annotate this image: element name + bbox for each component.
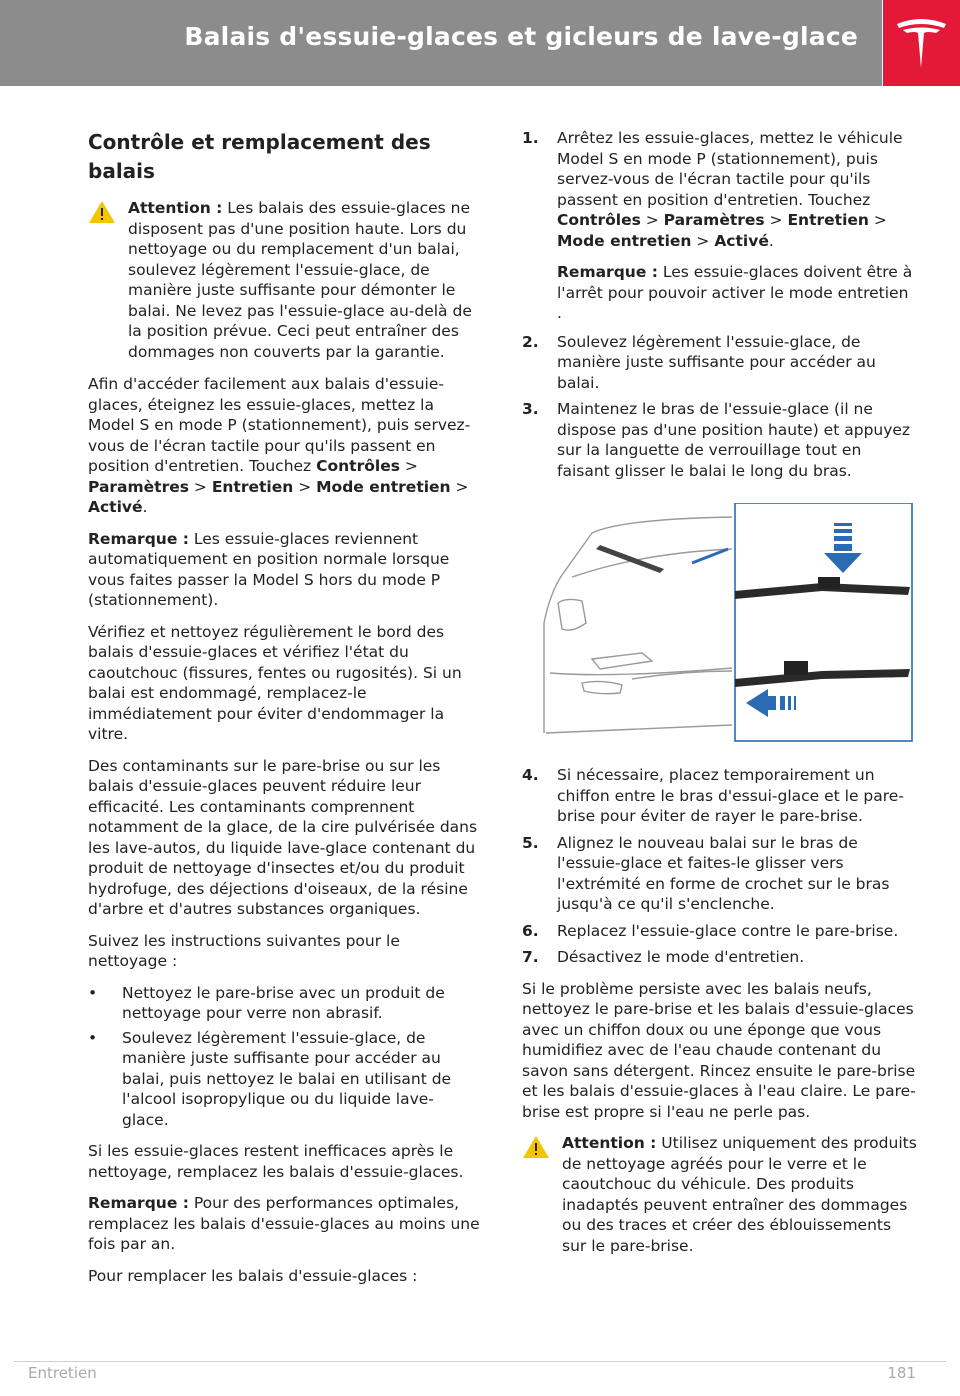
list-item: • Soulevez légèrement l'essuie-glace, de manière juste suffisante pour accéder au balai, puis nettoyez le balai en utilisant de l'alcool isopropylique ou du liquide lave-glace. — [88, 1028, 452, 1129]
list-item: 7. Désactivez le mode d'entretien. — [522, 948, 805, 966]
bullet-list — [88, 983, 480, 1131]
warning-text: Les balais des essuie-glaces ne disposent pas d'une position haute. Lors du nettoyage ou du remplacement d'un balai, soulevez légèrement l'essuie-glace, de manière juste suffisante pour démonter le balai. Ne levez pas l'essuie-glace au-delà de la position prévue. Ceci peut entraîner des dommages non couverts par la garantie. — [128, 199, 472, 361]
paragraph: Pour remplacer les balais d'essuie-glaces : — [88, 1266, 418, 1285]
menu-path-service: Entretien — [211, 477, 294, 496]
car-wiper-diagram — [522, 503, 918, 743]
tesla-logo — [883, 0, 960, 86]
footer-divider — [14, 1361, 946, 1362]
note: Remarque : Les essuie-glaces reviennent automatiquement en position normale lorsque vous faites passer la Model S hors du mode P (stationnement). — [88, 529, 450, 609]
list-item: 2. Soulevez légèrement l'essuie-glace, de manière juste suffisante pour accéder au balai. — [522, 332, 876, 392]
page-header — [0, 0, 882, 86]
warning-label: Attention : — [562, 1134, 657, 1152]
menu-path-controls: Contrôles — [316, 457, 400, 475]
section-heading: Contrôle et remplacement des balais — [88, 130, 431, 183]
note: Remarque : Pour des performances optimales, remplacez les balais d'essuie-glaces au moins une fois par an. — [88, 1194, 480, 1253]
paragraph: Afin d'accéder facilement aux balais d'essuie-glaces, éteignez les essuie-glaces, mettez la Model S en mode P (stationnement), puis servez-vous de l'écran tactile pour qu'ils passent en position d'entretien. Touchez Contrôles > Paramètres > Entretien > Mode entretien > Activé. — [88, 375, 471, 516]
warning-box — [88, 198, 480, 362]
left-column — [88, 128, 480, 1297]
steps-list — [522, 765, 918, 968]
paragraph: Vérifiez et nettoyez régulièrement le bord des balais d'essuie-glaces et vérifiez l'état du caoutchouc (fissures, fentes ou rugosités). Si un balai est endommagé, remplacez-le immédiatement pour éviter d'endommager la vitre. — [88, 622, 462, 743]
note: Remarque : Les essuie-glaces doivent être à l'arrêt pour pouvoir activer le mode entretien . — [557, 263, 913, 322]
menu-path-on: Activé — [88, 498, 143, 516]
page-number: 181 — [887, 1364, 916, 1382]
paragraph: Si le problème persiste avec les balais neufs, nettoyez le pare-brise et les balais d'essuie-glaces avec un chiffon doux ou une éponge que vous humidifiez avec de l'eau chaude contenant du savon sans détergent. Rincez ensuite le pare-brise et les balais d'essuie-glaces à l'eau claire. Le pare-brise est propre si l'eau ne perle pas. — [522, 979, 916, 1121]
menu-path-service-mode: Mode entretien — [316, 477, 451, 496]
page-title: Balais d'essuie-glaces et gicleurs de lave-glace — [184, 22, 858, 51]
warning-icon — [88, 200, 116, 224]
warning-label: Attention : — [128, 199, 223, 217]
wiper-blade-illustration — [522, 503, 918, 743]
warning-box — [522, 1133, 918, 1256]
steps-list — [522, 128, 918, 251]
warning-text: Utilisez uniquement des produits de nettoyage agréés pour le verre et le caoutchouc du véhicule. Des produits inadaptés peuvent entraîner des dommages ou des traces et créer des éblouissements sur le pare-brise. — [562, 1134, 917, 1255]
list-item: 5. Alignez le nouveau balai sur le bras de l'essuie-glace et faites-le glisser vers l'extrémité en forme de crochet sur le bras jusqu'à ce qu'il s'enclenche. — [522, 833, 890, 913]
list-item: 3. Maintenez le bras de l'essuie-glace (il ne dispose pas d'une position haute) et appuyez sur la languette de verrouillage tout en faisant glisser le balai le long du bras. — [522, 400, 911, 480]
tesla-logo-icon — [883, 0, 960, 86]
menu-path-settings: Paramètres — [88, 477, 189, 496]
steps-list — [522, 332, 918, 482]
paragraph: Des contaminants sur le pare-brise ou sur les balais d'essuie-glaces peuvent réduire leur efficacité. Les contaminants comprennent notamment de la glace, de la cire pulvérisée dans les lave-autos, du liquide lave-glace contenant du produit de nettoyage d'insectes et/ou du produit hydrofuge, des déjections d'oiseaux, de la résine d'arbre et d'autres substances organiques. — [88, 756, 478, 918]
list-item: 1. Arrêtez les essuie-glaces, mettez le véhicule Model S en mode P (stationnement), puis servez-vous de l'écran tactile pour qu'ils passent en position d'entretien. Touchez Contrôles > Paramètres > Entretien > Mode entretien > Activé. — [522, 129, 903, 250]
right-column — [522, 128, 918, 1268]
list-item: • Nettoyez le pare-brise avec un produit de nettoyage pour verre non abrasif. — [88, 983, 445, 1022]
warning-icon — [522, 1135, 550, 1159]
footer-section: Entretien — [28, 1364, 97, 1382]
list-item: 6. Replacez l'essuie-glace contre le pare-brise. — [522, 921, 899, 940]
paragraph: Suivez les instructions suivantes pour le nettoyage : — [88, 931, 400, 970]
list-item: 4. Si nécessaire, placez temporairement un chiffon entre le bras d'essui-glace et le pare-brise pour éviter de rayer le pare-brise. — [522, 766, 904, 825]
paragraph: Si les essuie-glaces restent inefficaces après le nettoyage, remplacez les balais d'essuie-glaces. — [88, 1142, 464, 1181]
